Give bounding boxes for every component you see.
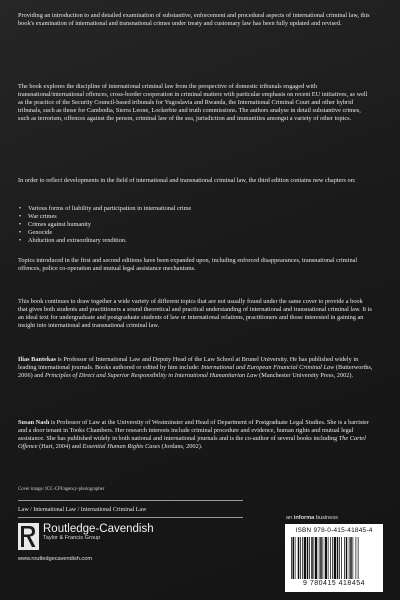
book-publisher: (Manchester University Press, 2002). — [257, 372, 354, 380]
barcode-bar — [334, 537, 336, 579]
book-title: Principles of Direct and Superior Responsibility in International Humanitarian Law — [44, 372, 258, 380]
barcode-bar — [349, 537, 350, 579]
routledge-r-icon — [18, 523, 39, 550]
book-publisher: (Jordans, 2002). — [160, 443, 203, 451]
barcode-bar — [339, 537, 340, 579]
barcode-bar — [358, 537, 359, 579]
barcode-bar — [309, 537, 310, 579]
barcode-bar — [344, 537, 345, 579]
publisher-logo — [18, 523, 154, 550]
author-bio-nash — [18, 419, 373, 451]
list-item: • War crimes — [18, 213, 358, 221]
new-chapters-intro: In order to reflect developments in the field of international and transnational criminal law, the third edition contains new chapters on: — [18, 177, 356, 184]
barcode-bar — [307, 537, 309, 579]
barcode-bar — [330, 537, 331, 579]
author-name: Ilias Bantekas — [18, 356, 56, 363]
divider — [18, 500, 243, 501]
barcode-bar — [350, 537, 352, 579]
barcode-bar — [341, 537, 342, 579]
barcode-bar — [298, 537, 300, 579]
new-chapters-list — [18, 205, 358, 245]
author-bio-text: is Professor of Law at the University of Westminster and Head of Department of Postgraduate Legal Studies. She is a barrister and a door tenant in Tooks Chambers. Her research interests include criminal procedure and evidence, human rights and mutual legal assistance. She has published widely in both national and international journals and is the co-author of several books including — [18, 419, 370, 443]
author-bio-text: is Professor of International Law and Deputy Head of the Law School at Brunel University. He has published widely in leading international journals. Books authored or edited by him include: — [18, 356, 359, 372]
list-item: • Genocide — [18, 229, 358, 237]
audience-paragraph: This book continues to draw together a wide variety of different topics that are not usually found under the same cover to provide a book that gives both students and practitioners a sound theoretical and practical understanding of international and transnational criminal law. It is an ideal text for undergraduate and postgraduate students of law or international relations, practitioners and those interested in gaining an insight into international and transnational criminal law. — [18, 298, 372, 330]
author-name: Susan Nash — [18, 419, 50, 426]
book-title: International and European Financial Criminal Law — [201, 364, 335, 372]
barcode-bar — [323, 537, 324, 579]
barcode-bar — [332, 537, 333, 579]
barcode-bar — [337, 537, 339, 579]
barcode-digits: 9 780415 418454 — [303, 580, 365, 587]
publisher-group: Taylor & Francis Group — [43, 535, 101, 541]
cover-image-credit: Cover image: ICC-CPI/agency-photographer — [18, 487, 105, 492]
barcode-bar — [302, 537, 303, 579]
barcode-bar — [293, 537, 295, 579]
list-item: • Abduction and extraordinary rendition. — [18, 237, 358, 245]
list-item: • Various forms of liability and participation in international crime — [18, 205, 358, 213]
barcode-bar — [311, 537, 313, 579]
informa-suffix: business — [314, 515, 338, 521]
barcode-bars — [291, 537, 377, 579]
barcode-bar — [315, 537, 317, 579]
isbn-label: ISBN 978-0-415-41845-4 — [295, 527, 373, 534]
intro-paragraph: Providing an introduction to and detailed examination of substantive, enforcement and procedural aspects of international criminal law, this book's examination of international and transnational crimes under treaty and customary law has been fully updated and revised. — [18, 12, 370, 28]
isbn-barcode — [285, 524, 383, 592]
barcode-bar — [319, 537, 320, 579]
book-title: The Cartel Offence — [18, 435, 366, 451]
publisher-url: www.routledgecavendish.com — [18, 556, 92, 562]
barcode-bar — [346, 537, 348, 579]
subject-categories: Law / International Law / International Criminal Law — [18, 507, 147, 513]
informa-word: informa — [293, 515, 315, 521]
book-publisher: (Butterworths, 2006) and — [18, 364, 373, 380]
book-title: Essential Human Rights Cases — [82, 443, 161, 451]
barcode-bar — [328, 537, 329, 579]
expanded-topics-paragraph: Topics introduced in the first and second editions have been expanded upon, including enforced disappearances, transnational criminal offences, police co-operation and mutual legal assistance mechanisms. — [18, 257, 358, 273]
author-bio-bantekas — [18, 356, 373, 380]
barcode-bar — [314, 537, 315, 579]
list-item: • Crimes against humanity — [18, 221, 358, 229]
book-publisher: (Hart, 2004) and — [37, 443, 83, 451]
publisher-brand: Routledge-Cavendish — [43, 523, 154, 535]
barcode-bar — [304, 537, 306, 579]
discipline-paragraph: The book explores the discipline of international criminal law from the perspective of domestic tribunals engaged with transnational/international offences, cross-border cooperation in criminal matters with particular emphasis on recent EU initiatives, as well as the practice of the Security Council-based tribunals for Yugoslavia and Rwanda, the International Criminal Court and other hybrid tribunals, such as those for Cambodia, Sierra Leone, Lockerbie and truth commissions. The authors analyse in detail substantive crimes, such as terrorism, offences against the person, criminal law of the sea, jurisdiction and immunities amongst a variety of other topics. — [18, 83, 368, 123]
barcode-bar — [295, 537, 296, 579]
divider — [18, 517, 243, 518]
barcode-bar — [320, 537, 322, 579]
barcode-bar — [353, 537, 354, 579]
barcode-bar — [300, 537, 301, 579]
barcode-bar — [356, 537, 357, 579]
barcode-bar — [291, 537, 292, 579]
informa-prefix: an — [286, 515, 294, 521]
informa-tagline — [286, 515, 338, 521]
barcode-bar — [325, 537, 327, 579]
